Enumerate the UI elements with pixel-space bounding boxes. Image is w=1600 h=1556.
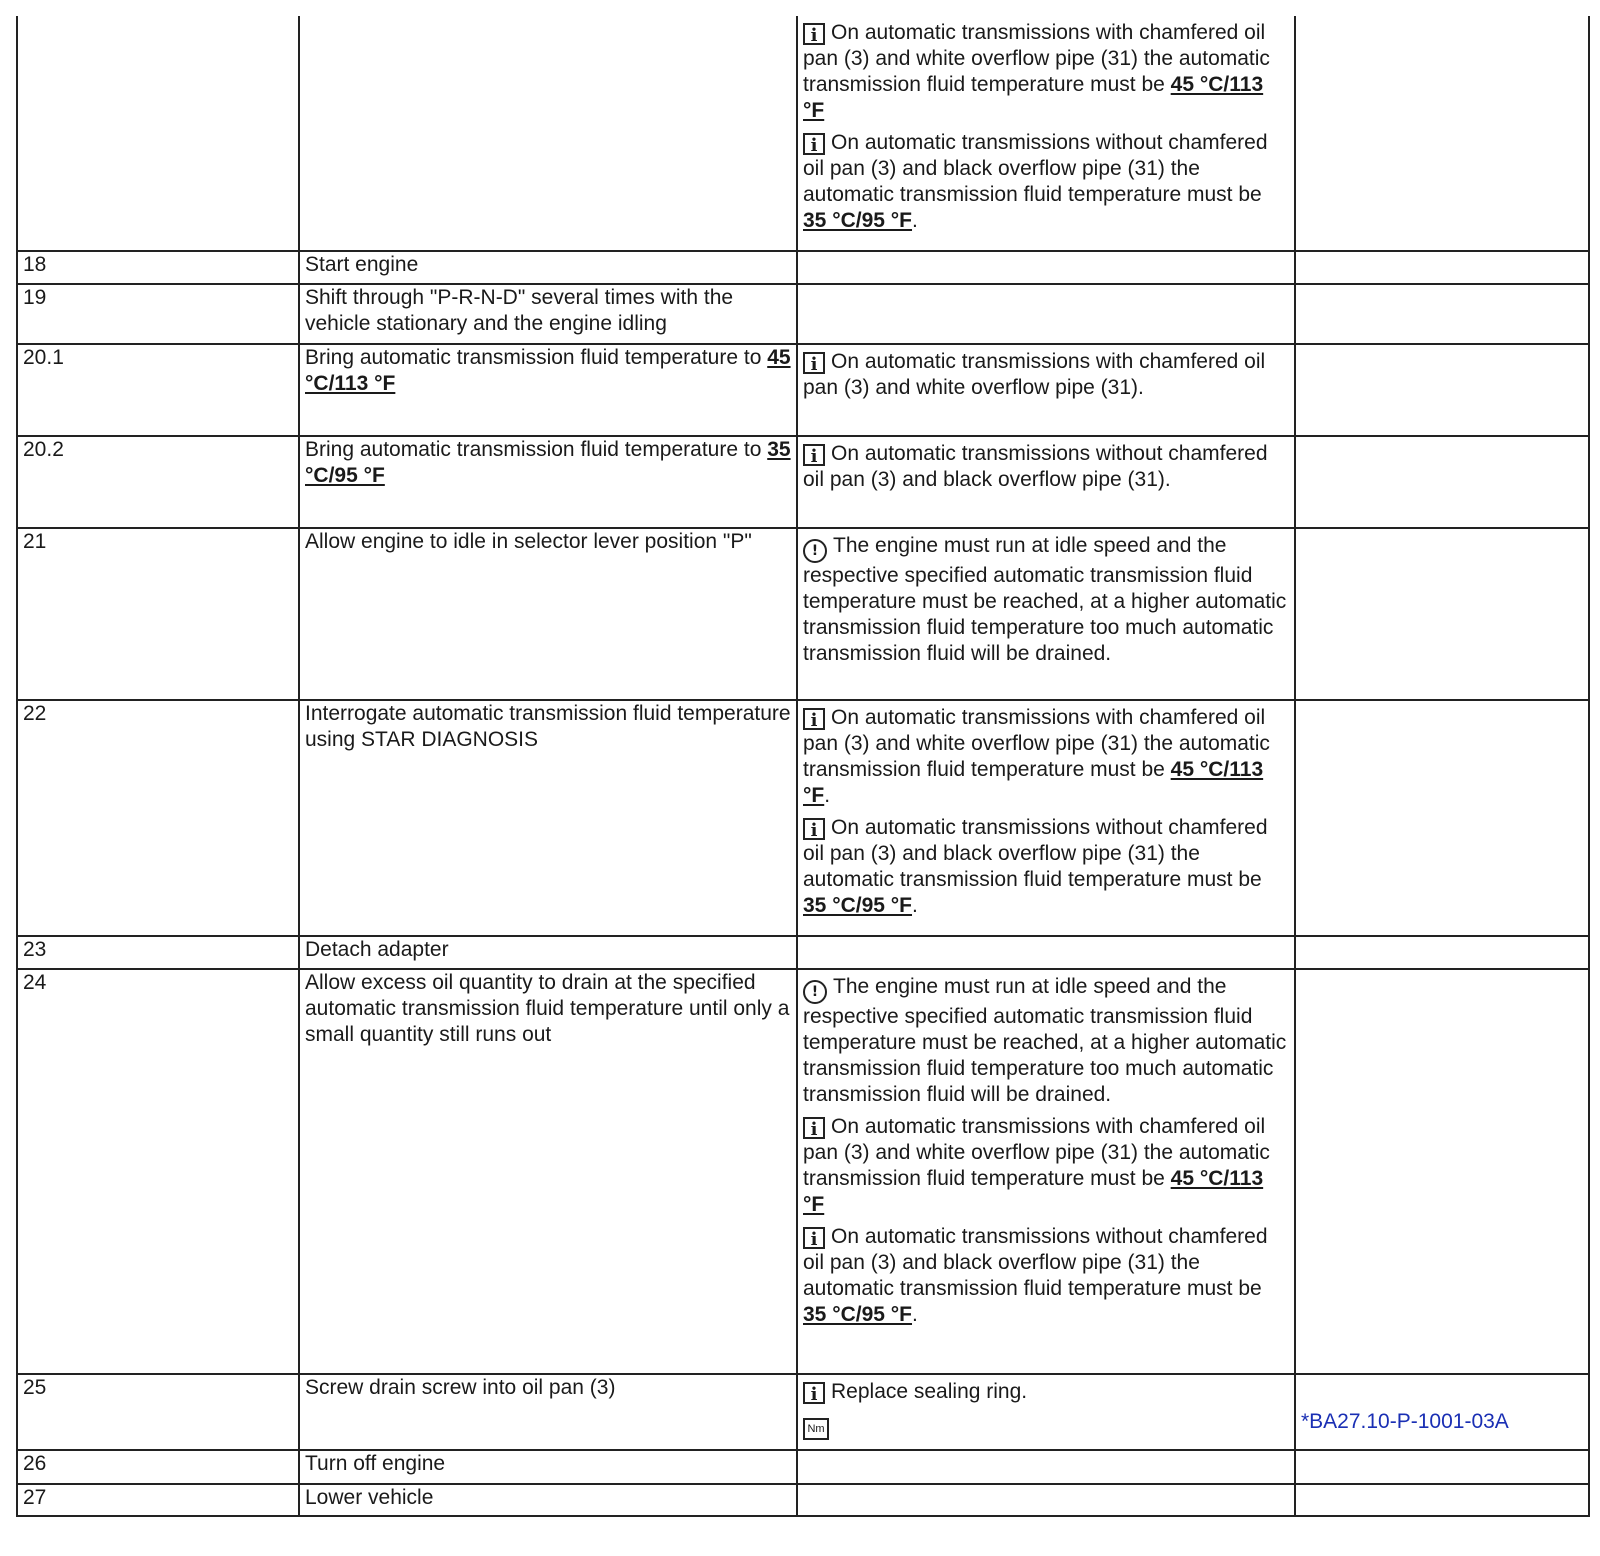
step-notes <box>797 16 1295 251</box>
step-notes <box>797 251 1295 284</box>
step-notes <box>797 700 1295 936</box>
step-action: Screw drain screw into oil pan (3) <box>299 1374 797 1450</box>
step-action: Turn off engine <box>299 1450 797 1484</box>
step-notes <box>797 1450 1295 1484</box>
step-number: 24 <box>17 969 299 1374</box>
step-action: Shift through "P-R-N-D" several times with the vehicle stationary and the engine idling <box>299 284 797 344</box>
table-row <box>17 344 1589 436</box>
step-reference <box>1295 936 1589 969</box>
step-number: 19 <box>17 284 299 344</box>
step-action: Bring automatic transmission fluid temperature to 45 °C/113 °F <box>299 344 797 436</box>
step-number <box>17 16 299 251</box>
step-reference <box>1295 1374 1589 1450</box>
note-with-chamfered: i On automatic transmissions with chamfered oil pan (3) and white overflow pipe (31). <box>803 350 1266 399</box>
step-reference <box>1295 1484 1589 1516</box>
step-action: Bring automatic transmission fluid temperature to 35 °C/95 °F <box>299 436 797 528</box>
step-notes <box>797 284 1295 344</box>
step-reference <box>1295 528 1589 700</box>
step-number: 20.1 <box>17 344 299 436</box>
info-icon: i <box>803 1382 825 1404</box>
step-number: 21 <box>17 528 299 700</box>
table-row <box>17 284 1589 344</box>
info-icon: i <box>803 1227 825 1249</box>
table-row <box>17 700 1589 936</box>
info-icon: i <box>803 352 825 374</box>
step-number: 27 <box>17 1484 299 1516</box>
temperature-value: 35 °C/95 °F <box>803 1303 913 1326</box>
step-number: 26 <box>17 1450 299 1484</box>
note-with-chamfered: i On automatic transmissions with chamfered oil pan (3) and white overflow pipe (31) the automatic transmission fluid temperature must be 45 °C/113 °F. <box>803 706 1270 807</box>
reference-link[interactable]: *BA27.10-P-1001-03A <box>1301 1410 1509 1433</box>
step-notes <box>797 1374 1295 1450</box>
temperature-value: 35 °C/95 °F <box>803 209 913 232</box>
note-without-chamfered: i On automatic transmissions without chamfered oil pan (3) and black overflow pipe (31) the automatic transmission fluid temperature must be 35 °C/95 °F. <box>803 816 1268 917</box>
step-notes <box>797 1484 1295 1516</box>
step-reference <box>1295 1450 1589 1484</box>
info-icon: i <box>803 133 825 155</box>
info-icon: i <box>803 23 825 45</box>
table-row <box>17 1450 1589 1484</box>
temperature-value: 45 °C/113 °F <box>803 73 1264 122</box>
table-row <box>17 436 1589 528</box>
temperature-value: 45 °C/113 °F <box>803 758 1264 807</box>
step-action: Allow excess oil quantity to drain at the specified automatic transmission fluid temperature until only a small quantity still runs out <box>299 969 797 1374</box>
temperature-value: 35 °C/95 °F <box>305 438 791 487</box>
step-reference <box>1295 16 1589 251</box>
step-action: Detach adapter <box>299 936 797 969</box>
step-reference <box>1295 251 1589 284</box>
info-icon: i <box>803 1117 825 1139</box>
step-notes <box>797 936 1295 969</box>
step-action <box>299 16 797 251</box>
step-number: 22 <box>17 700 299 936</box>
step-action: Interrogate automatic transmission fluid temperature using STAR DIAGNOSIS <box>299 700 797 936</box>
temperature-value: 45 °C/113 °F <box>305 346 791 395</box>
step-notes <box>797 969 1295 1374</box>
procedure-table <box>16 16 1590 1517</box>
step-number: 20.2 <box>17 436 299 528</box>
step-number: 23 <box>17 936 299 969</box>
step-action: Lower vehicle <box>299 1484 797 1516</box>
step-notes <box>797 436 1295 528</box>
step-notes <box>797 528 1295 700</box>
info-icon: i <box>803 444 825 466</box>
temperature-value: 45 °C/113 °F <box>803 1167 1264 1216</box>
step-reference <box>1295 284 1589 344</box>
step-reference <box>1295 436 1589 528</box>
torque-nm-icon: Nm <box>803 1418 829 1440</box>
step-action: Allow engine to idle in selector lever position "P" <box>299 528 797 700</box>
step-number: 18 <box>17 251 299 284</box>
step-number: 25 <box>17 1374 299 1450</box>
step-reference <box>1295 700 1589 936</box>
note-without-chamfered: i On automatic transmissions without chamfered oil pan (3) and black overflow pipe (31) the automatic transmission fluid temperature must be 35 °C/95 °F. <box>803 1225 1268 1326</box>
note-with-chamfered: i On automatic transmissions with chamfered oil pan (3) and white overflow pipe (31) the automatic transmission fluid temperature must be 45 °C/113 °F <box>803 1115 1270 1216</box>
note-with-chamfered: i On automatic transmissions with chamfered oil pan (3) and white overflow pipe (31) the automatic transmission fluid temperature must be 45 °C/113 °F <box>803 21 1270 122</box>
table-row <box>17 1374 1589 1450</box>
step-reference <box>1295 344 1589 436</box>
table-row <box>17 528 1589 700</box>
table-row <box>17 16 1589 251</box>
info-icon: i <box>803 708 825 730</box>
note-without-chamfered: i On automatic transmissions without chamfered oil pan (3) and black overflow pipe (31) the automatic transmission fluid temperature must be 35 °C/95 °F. <box>803 131 1268 232</box>
note-replace-sealing: i Replace sealing ring. <box>803 1379 1290 1405</box>
step-reference <box>1295 969 1589 1374</box>
note-idle-warning: ! The engine must run at idle speed and the respective specified automatic transmission fluid temperature must be reached, at a higher automatic transmission fluid temperature too much automatic transmission fluid will be drained. <box>803 975 1287 1106</box>
table-row <box>17 969 1589 1374</box>
step-notes <box>797 344 1295 436</box>
temperature-value: 35 °C/95 °F <box>803 894 913 917</box>
info-icon: i <box>803 818 825 840</box>
step-action: Start engine <box>299 251 797 284</box>
table-row <box>17 251 1589 284</box>
note-torque <box>803 1411 1290 1440</box>
table-row <box>17 936 1589 969</box>
warning-icon: ! <box>803 980 827 1004</box>
note-without-chamfered: i On automatic transmissions without chamfered oil pan (3) and black overflow pipe (31). <box>803 442 1268 491</box>
table-row <box>17 1484 1589 1516</box>
note-idle-warning: ! The engine must run at idle speed and the respective specified automatic transmission fluid temperature must be reached, at a higher automatic transmission fluid temperature too much automatic transmission fluid will be drained. <box>803 534 1287 665</box>
warning-icon: ! <box>803 539 827 563</box>
